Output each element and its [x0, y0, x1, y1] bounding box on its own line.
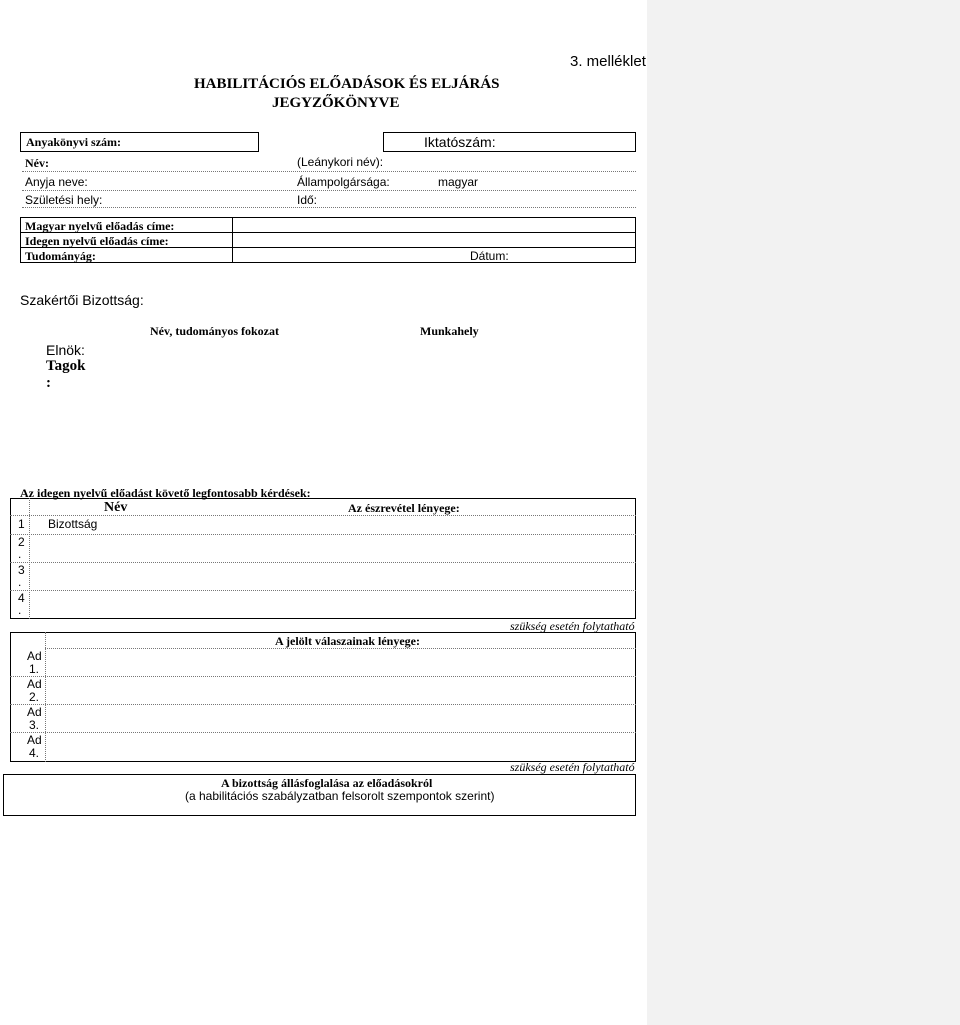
foreign-title-label: Idegen nyelvű előadás címe:	[25, 234, 169, 248]
citizenship-label: Állampolgársága:	[297, 175, 390, 189]
filing-number-label: Iktatószám:	[424, 134, 496, 150]
annex-label: 3. melléklet	[570, 53, 646, 70]
document-title-line2: JEGYZŐKÖNYVE	[272, 95, 400, 111]
registry-number-field[interactable]	[20, 132, 259, 152]
question-row-number: 1	[18, 517, 25, 531]
maiden-name-label: (Leánykori név):	[297, 155, 384, 169]
question-row-dot: .	[18, 575, 22, 589]
questions-col-essence: Az észrevétel lényege:	[348, 501, 460, 515]
question-row-number: 3	[18, 563, 25, 577]
committee-col-workplace: Munkahely	[420, 324, 479, 338]
questions-col-name: Név	[104, 500, 128, 515]
time-label: Idő:	[297, 193, 318, 207]
answers-row-divider	[45, 648, 636, 649]
question-row-dot: .	[18, 603, 22, 617]
answer-row-number: 2.	[29, 690, 40, 704]
answers-heading: A jelölt válaszainak lényege:	[275, 634, 420, 648]
answer-row-number: 1.	[29, 662, 40, 676]
date-label: Dátum:	[470, 249, 509, 263]
citizenship-value: magyar	[438, 175, 479, 189]
members-label: Tagok	[46, 358, 86, 374]
question-row-number: 4	[18, 591, 25, 605]
field-label: Tudományág:	[25, 249, 96, 263]
registry-number-label: Anyakönyvi szám:	[26, 135, 122, 149]
answers-continue-note: szükség esetén folytatható	[510, 760, 635, 774]
answer-row-ad: Ad	[27, 649, 42, 663]
mother-name-label: Anyja neve:	[25, 175, 88, 189]
filing-number-field[interactable]	[383, 132, 636, 152]
answers-num-divider	[45, 632, 46, 762]
answers-table	[10, 632, 636, 762]
answer-row-number: 4.	[29, 746, 40, 760]
chair-label: Elnök:	[46, 342, 85, 358]
answer-row-ad: Ad	[27, 677, 42, 691]
questions-table	[10, 498, 636, 619]
name-label: Név:	[25, 156, 49, 170]
questions-continue-note: szükség esetén folytatható	[510, 619, 635, 633]
birthplace-line	[22, 207, 636, 208]
answer-row-ad: Ad	[27, 733, 42, 747]
committee-col-name: Név, tudományos fokozat	[150, 324, 280, 338]
members-colon: :	[46, 375, 51, 391]
opinion-heading: A bizottság állásfoglalása az előadásokról	[221, 776, 433, 790]
answers-row-divider	[10, 704, 636, 705]
questions-heading: Az idegen nyelvű előadást követő legfontosabb kérdések:	[20, 486, 311, 500]
questions-row-divider	[10, 534, 636, 535]
opinion-subheading: (a habilitációs szabályzatban felsorolt szempontok szerint)	[185, 789, 495, 803]
document-side-margin	[647, 0, 960, 1025]
answer-row-ad: Ad	[27, 705, 42, 719]
answers-row-divider	[10, 676, 636, 677]
committee-heading: Szakértői Bizottság:	[20, 292, 144, 308]
questions-row-divider	[10, 590, 636, 591]
name-line	[22, 171, 636, 172]
question-row-name: Bizottság	[48, 517, 98, 531]
document-title: HABILITÁCIÓS ELŐADÁSOK ÉS ELJÁRÁS	[194, 76, 500, 92]
lecture-table-divider	[232, 217, 233, 263]
mother-line	[22, 190, 636, 191]
birthplace-label: Születési hely:	[25, 193, 103, 207]
answers-row-divider	[10, 732, 636, 733]
question-row-number: 2	[18, 535, 25, 549]
questions-row-divider	[10, 562, 636, 563]
questions-num-divider	[29, 498, 30, 619]
answer-row-number: 3.	[29, 718, 40, 732]
questions-row-divider	[10, 515, 636, 516]
hu-title-label: Magyar nyelvű előadás címe:	[25, 219, 175, 233]
question-row-dot: .	[18, 547, 22, 561]
